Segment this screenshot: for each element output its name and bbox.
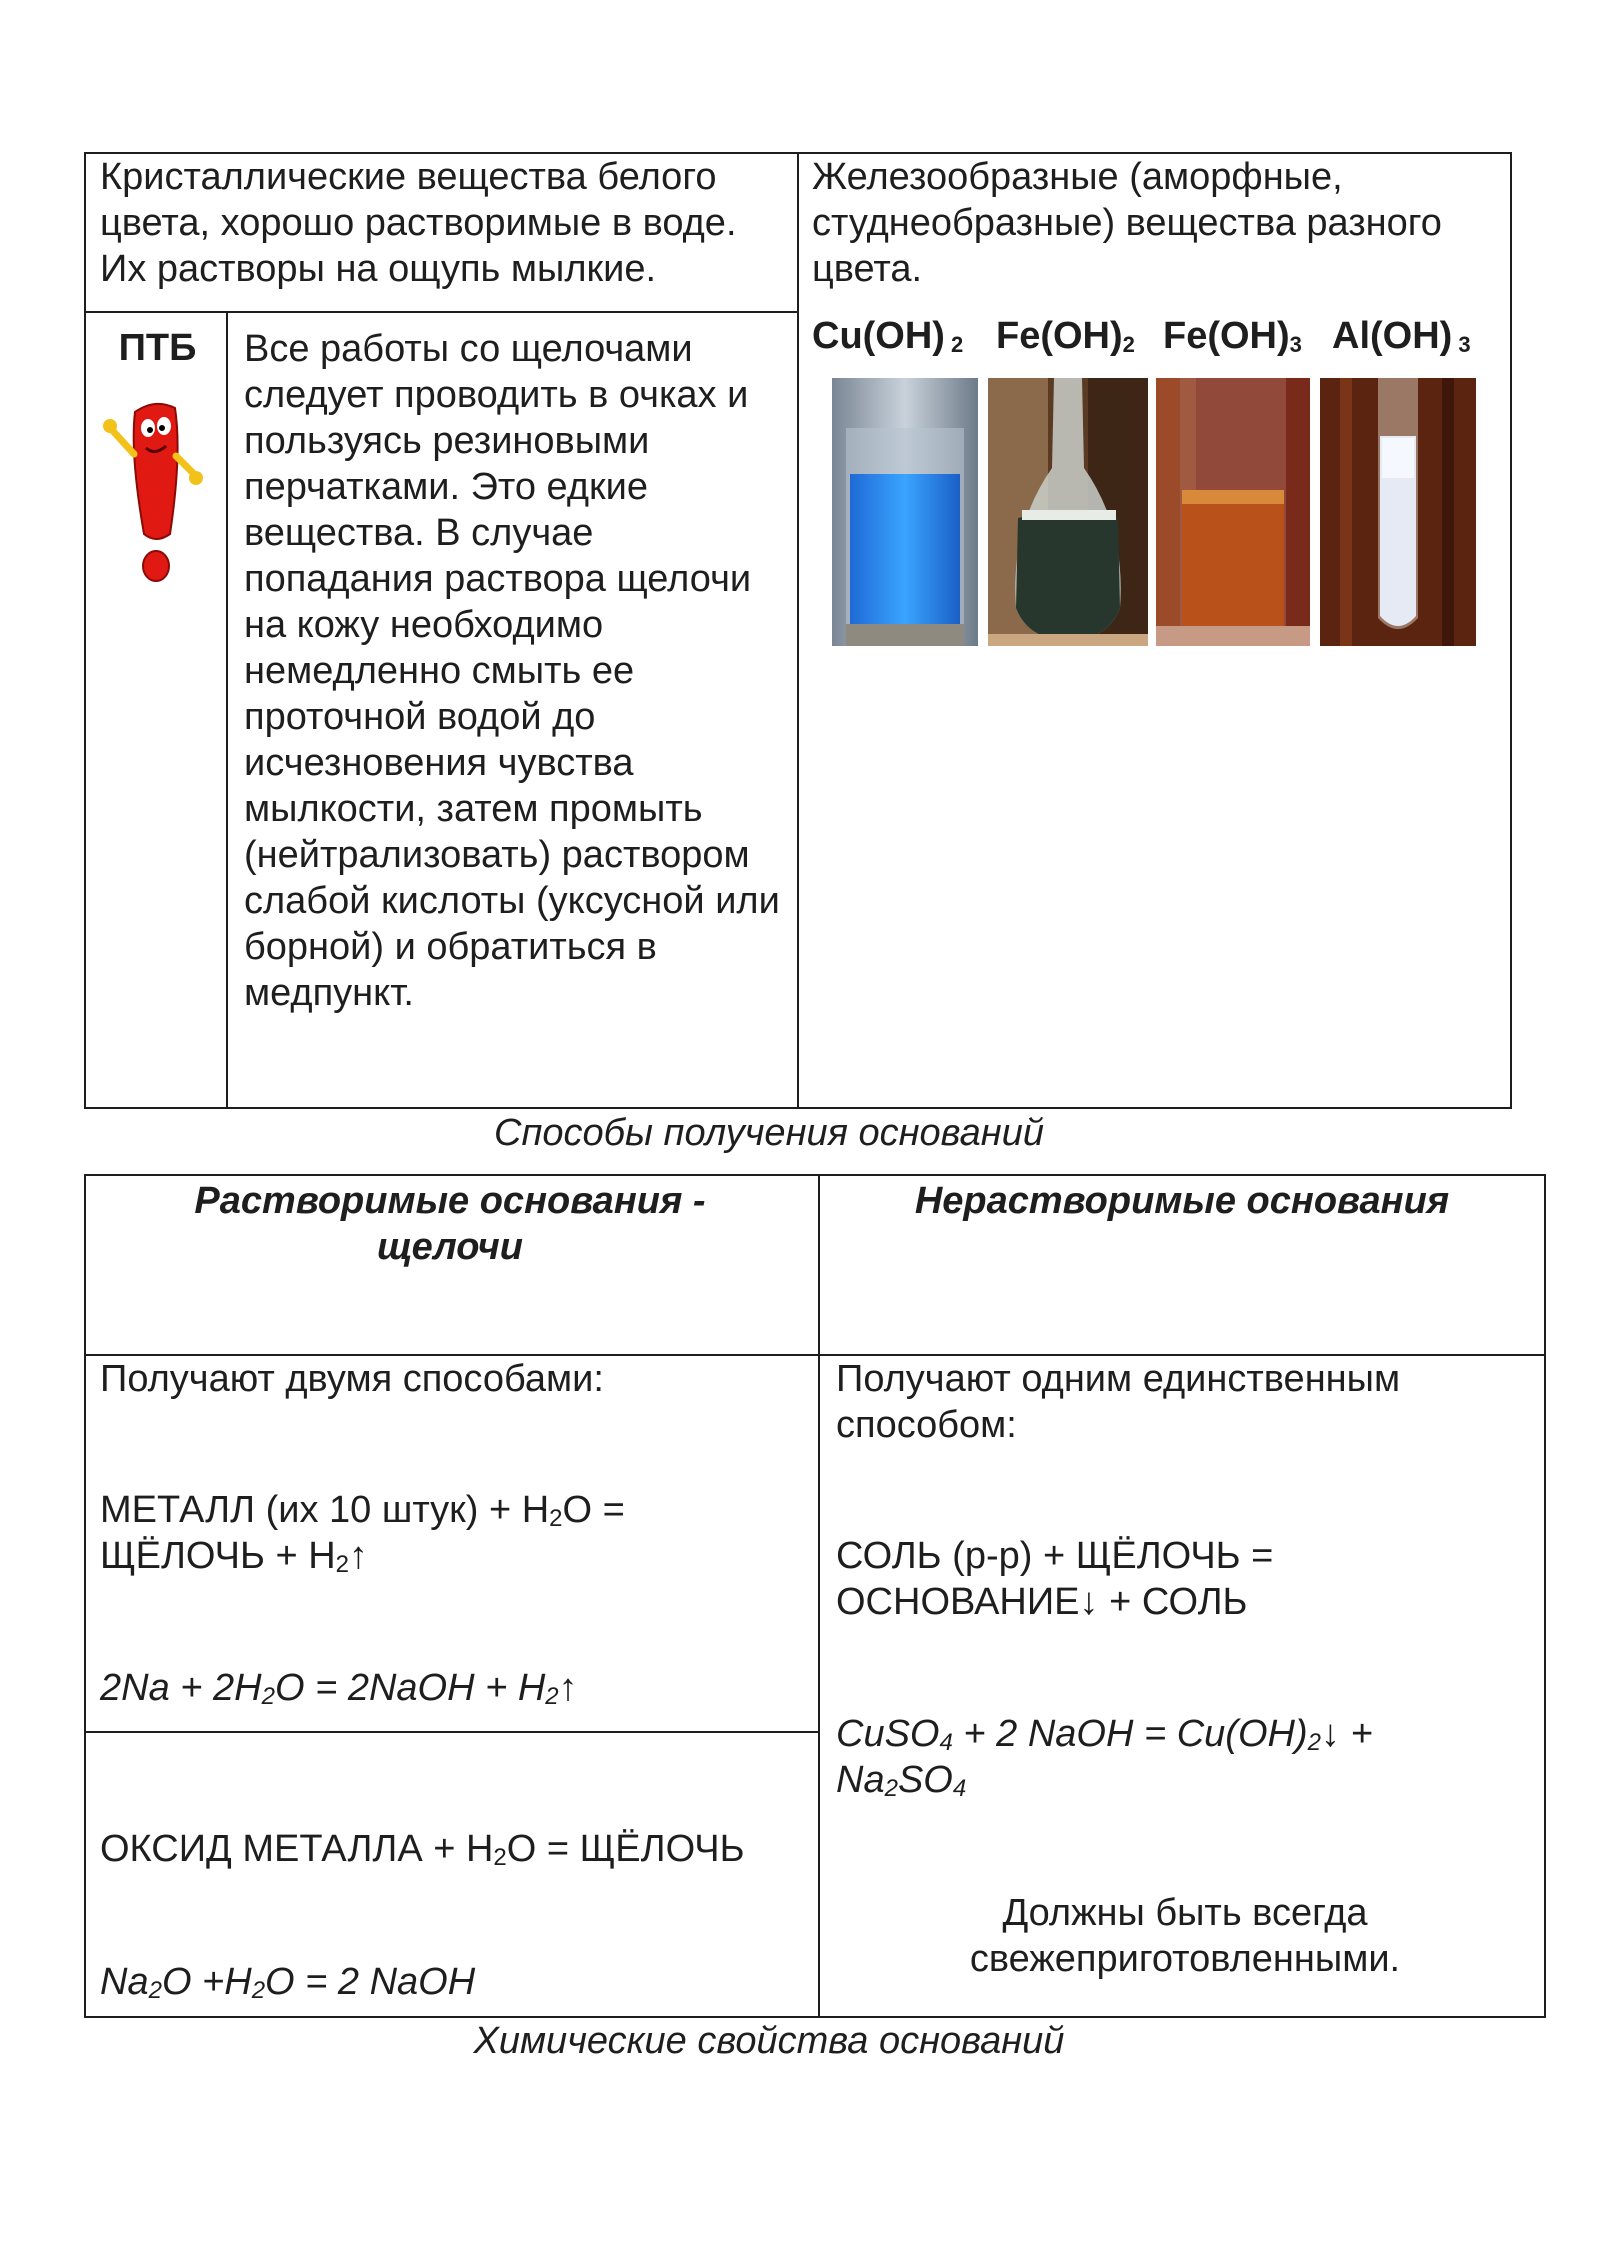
insoluble-equation: СОЛЬ (р-р) + ЩЁЛОЧЬ = ОСНОВАНИЕ↓ + СОЛЬ — [836, 1535, 1274, 1623]
soluble-intro: Получают двумя способами: — [100, 1358, 604, 1400]
insoluble-note: Должны быть всегда свежеприготовленными. — [969, 1892, 1401, 1980]
iron-iii-hydroxide-photo — [1156, 378, 1310, 646]
formula-al-oh-3: Al(OH) $_3$ — [1332, 315, 1471, 357]
insoluble-intro: Получают одним единственным способом: — [836, 1358, 1401, 1446]
soluble-example-sodium: $2Na + 2H_2O$ = 2NaOH + $H_2↑$ — [100, 1667, 578, 1710]
section-caption-properties: Химические свойства оснований — [473, 2020, 1065, 2062]
insoluble-example: CuSO$_4$ + 2 NaOH = $Cu(OH)_2↓$ + $Na_2SO_4$ — [836, 1713, 1373, 1802]
formula-fe-oh-3: $Fe(OH)_3$ — [1163, 315, 1302, 357]
iron-ii-hydroxide-photo — [988, 378, 1148, 646]
soluble-equation-oxide: ОКСИД МЕТАЛЛА + $H_2O$ = ЩЁЛОЧЬ — [100, 1828, 745, 1871]
copper-hydroxide-photo — [832, 378, 978, 646]
header-soluble-bases: Растворимые основания - щелочи — [194, 1180, 706, 1268]
safety-text: Все работы со щелочами следует проводить в очках и пользуясь резиновыми перчатками. Это едкие вещества. В случае попадания раствора щелочи на кожу необходимо немедленно смыть ее проточной водой до исчезновения чувства мылкости, затем промыть (нейтрализовать) раствором слабой кислоты (уксусной или борной) и обратиться в медпункт. — [244, 328, 780, 1014]
insoluble-description: Железообразные (аморфные, студнеобразные) вещества разного цвета. — [812, 156, 1442, 290]
exclamation-mascot-icon — [100, 394, 210, 594]
section-caption-preparation: Способы получения оснований — [494, 1112, 1044, 1154]
aluminium-hydroxide-photo — [1320, 378, 1476, 646]
formula-fe-oh-2: $Fe(OH)_2$ — [996, 315, 1135, 357]
soluble-equation-metal: МЕТАЛЛ (их 10 штук) + $H_2O$ = ЩЁЛОЧЬ + $H_2↑$ — [100, 1489, 625, 1578]
alkali-description: Кристаллические вещества белого цвета, хорошо растворимые в воде. Их растворы на ощупь мылкие. — [100, 156, 737, 290]
ptb-label: ПТБ — [118, 327, 197, 369]
header-insoluble-bases: Нерастворимые основания — [914, 1180, 1450, 1222]
formula-cu-oh-2: Cu(OH) $_2$ — [812, 315, 964, 357]
soluble-example-oxide: $Na_2O +H_2O = 2$ NaOH — [100, 1961, 476, 2004]
